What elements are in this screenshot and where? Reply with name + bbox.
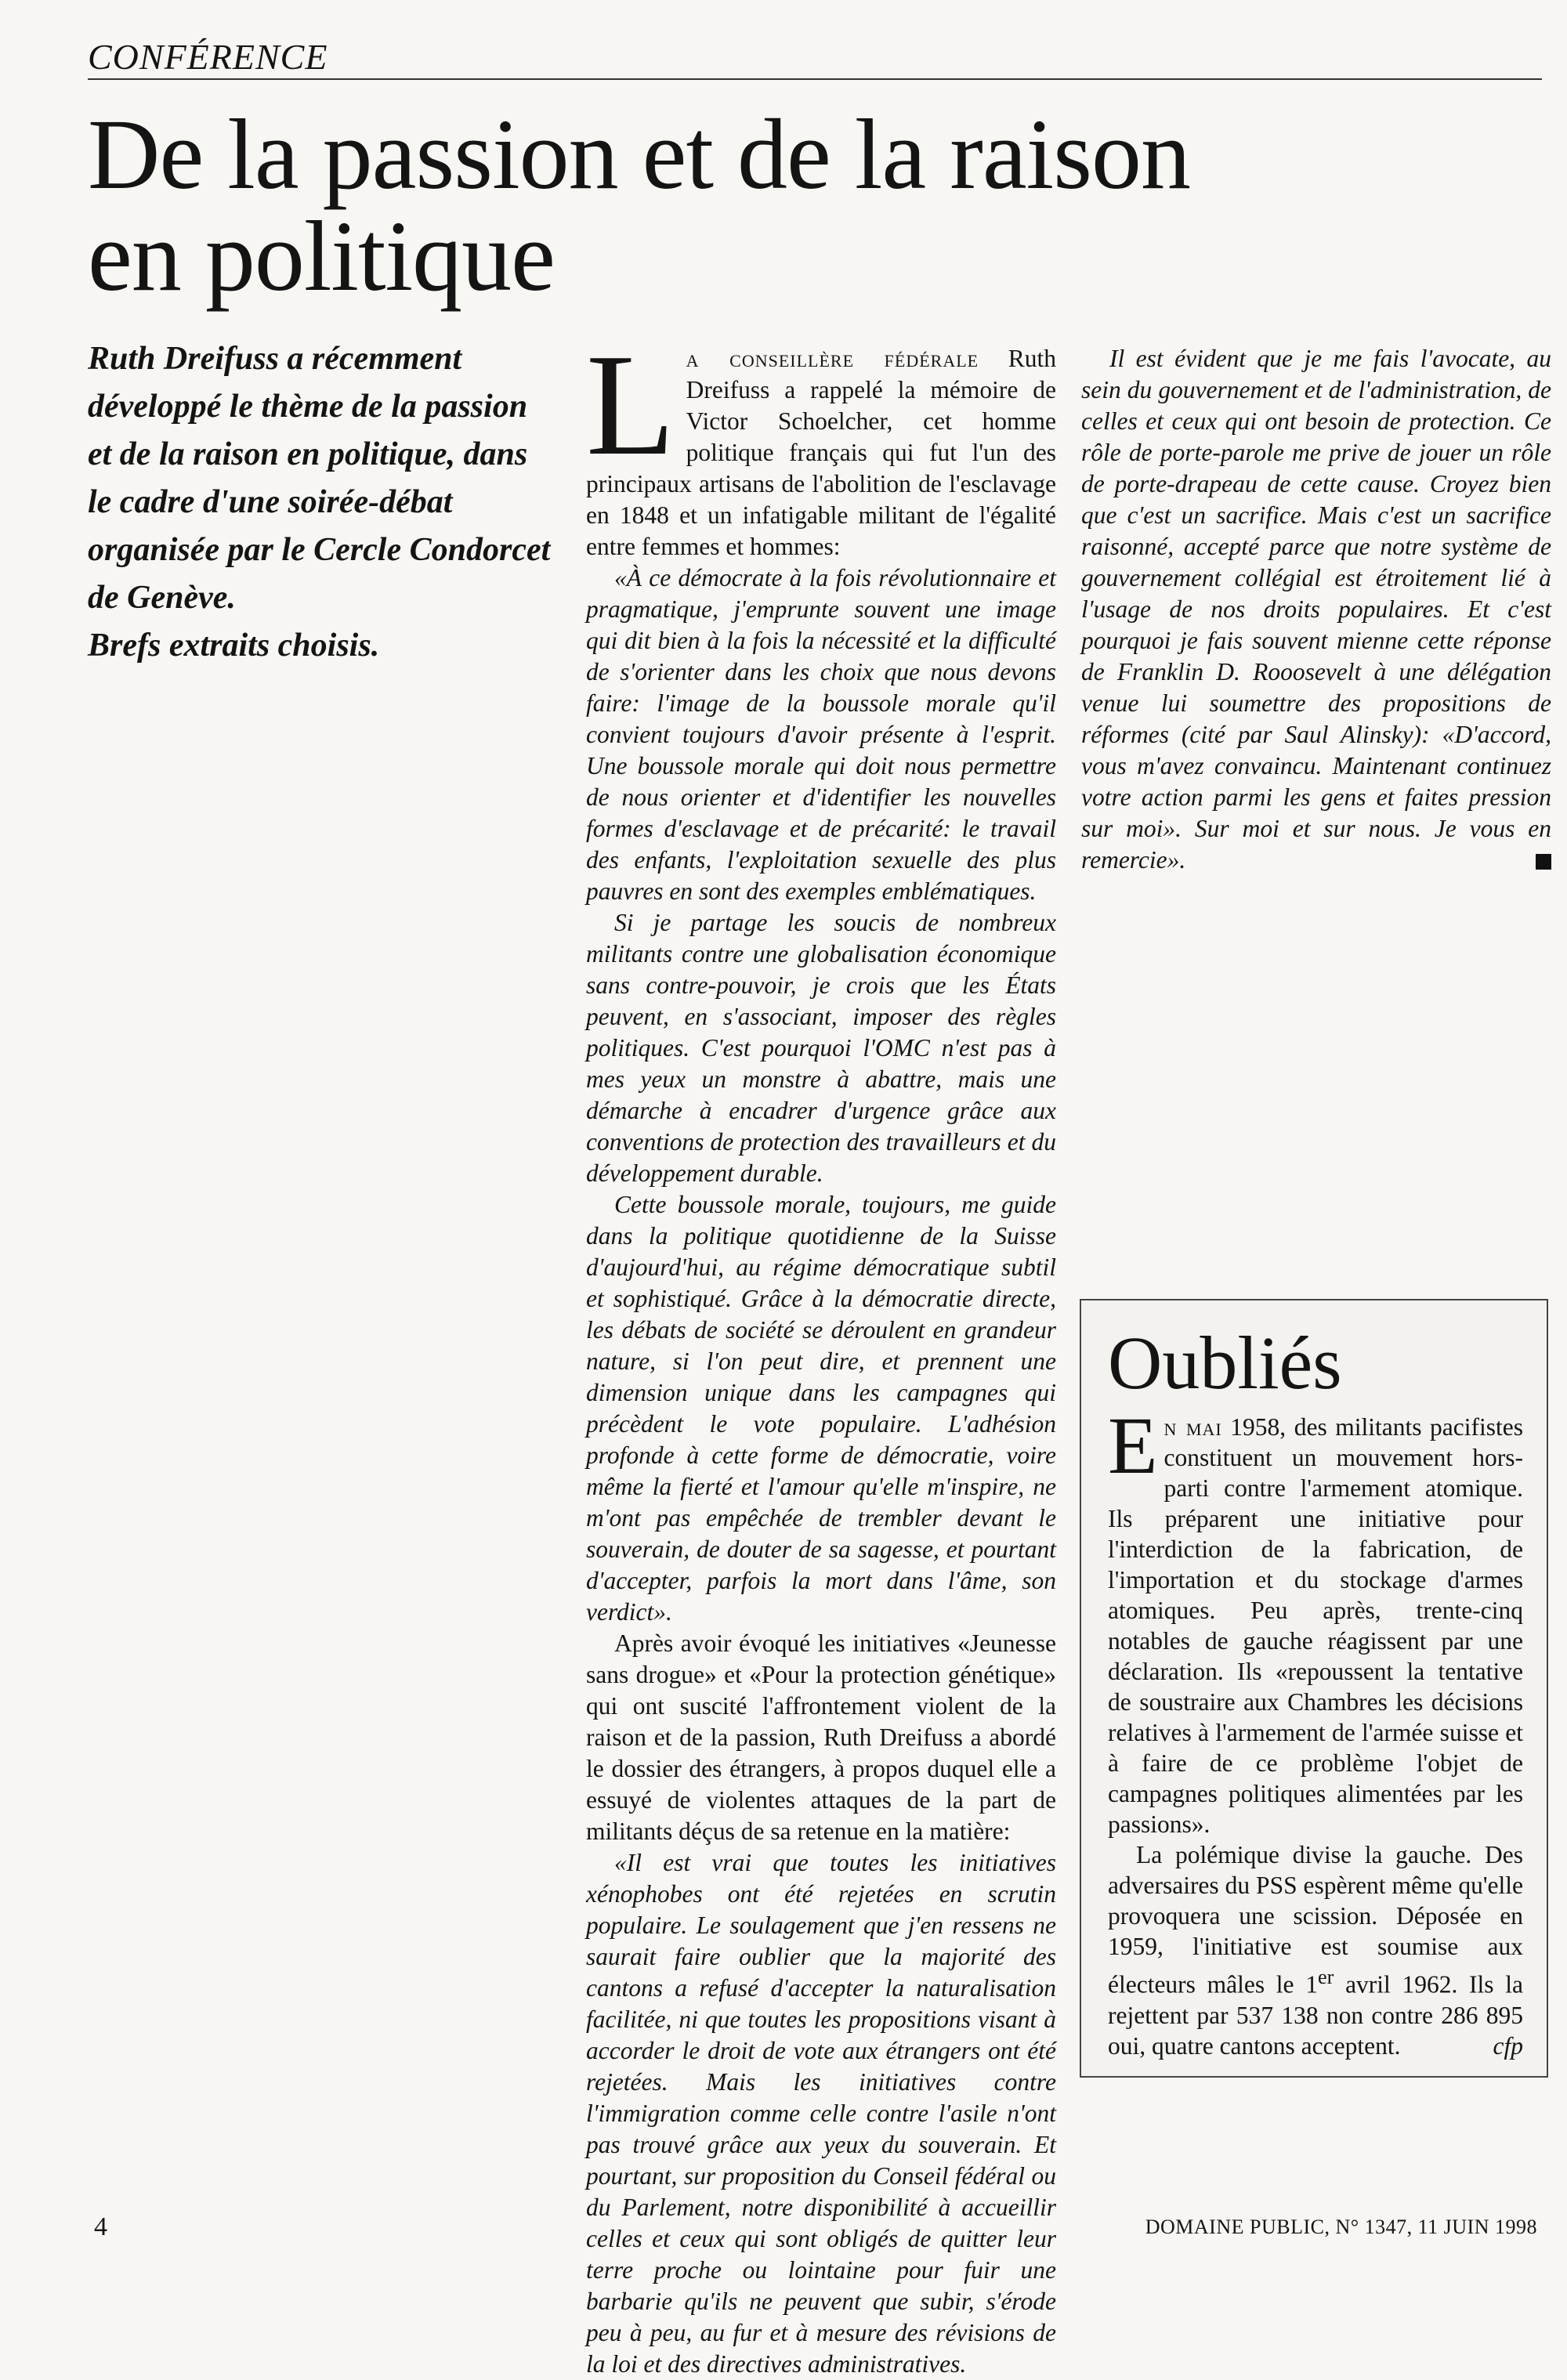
article-column-1	[586, 324, 1057, 2380]
sidebar-paragraph-2-a: La polémique divise la gauche. Des adversaires du PSS espèrent même qu'elle provoquera une scission. Déposée en 1959, l'initiative est soumise aux électeurs mâles le 1	[1108, 1841, 1523, 1998]
sidebar-signature: cfp	[1493, 2031, 1523, 2060]
sidebar-body	[1108, 1401, 1523, 2061]
sidebar-lead-smallcaps: n mai	[1163, 1413, 1222, 1441]
chapeau	[88, 335, 558, 670]
footer-source: DOMAINE PUBLIC, N° 1347, 11 JUIN 1998	[1145, 2215, 1537, 2238]
article-dropcap: L	[586, 324, 675, 486]
section-label: CONFÉRENCE	[88, 37, 328, 77]
sidebar-paragraph-2-b: avril 1962. Ils la rejettent par 537 138 non contre 286 895 oui, quatre cantons acceptent.	[1108, 1970, 1523, 2060]
sidebar-lead-text: 1958, des militants pacifistes constituent un mouvement hors-parti contre l'armement atomique. Ils préparent une initiative pour l'interdiction de la fabrication, de l'importation et du stockage d'armes atomiques. Peu après, trente-cinq notables de gauche réagissent par une déclaration. Ils «repoussent la tentative de soustraire aux Chambres les décisions relatives à l'armement de l'armée suisse et à faire de ce problème l'objet de campagnes politiques alimentées par les passions».	[1108, 1413, 1523, 1838]
article-lead-smallcaps: a conseillère fédérale	[686, 345, 979, 372]
article-lead	[586, 324, 1057, 562]
article-lead-text: Ruth Dreifuss a rappelé la mémoire de Victor Schoelcher, cet homme politique français qui fut l'un des principaux artisans de l'abolition de l'esclavage en 1848 et un infatigable militant de l'égalité entre femmes et hommes:	[586, 345, 1057, 560]
article-quote-5	[1081, 343, 1551, 876]
sidebar-paragraph-2	[1108, 1839, 1523, 2061]
article-quote-2: Si je partage les soucis de nombreux militants contre une globalisation économique sans contre-pouvoir, je crois que les États peuvent, en s'associant, imposer des règles politiques. C'est pourquoi l'OMC n'est pas à mes yeux un monstre à abattre, mais une démarche à encadrer d'urgence grâce aux conventions de protection des travailleurs et du développement durable.	[586, 909, 1056, 1187]
article-quote-3: Cette boussole morale, toujours, me guide dans la politique quotidienne de la Suisse d'aujourd'hui, au régime démocratique subtil et sophistiqué. Grâce à la démocratie directe, les débats de société se déroulent en grandeur nature, si l'on peut dire, et prennent une dimension unique dans les campagnes qui précèdent le vote populaire. L'adhésion profonde à cette forme de démocratie, voire même la fierté et l'amour qu'elle m'inspire, ne m'ont pas empêchée de trembler devant le souverain, de douter de sa sagesse, et pourtant d'accepter, parfois la mort dans l'âme, son verdict».	[586, 1191, 1056, 1626]
headline	[88, 99, 1529, 312]
sidebar-dropcap: E	[1108, 1401, 1158, 1491]
article-quote-4: «Il est vrai que toutes les initiatives xénophobes ont été rejetées en scrutin populaire. Le soulagement que j'en ressens ne saurait faire oublier que la majorité des cantons a refusé d'accepter la naturalisation facilitée, ni que toutes les propositions visant à accorder le droit de vote aux étrangers ont été rejetées. Mais les initiatives contre l'immigration comme celle contre l'asile n'ont pas trouvé grâce aux yeux du souverain. Et pourtant, sur proposition du Conseil fédéral ou du Parlement, notre disponibilité à accueillir celles et ceux qui sont obligés de quitter leur terre proche ou lointaine pour fuir une barbarie qu'ils ne peuvent que subir, s'érode peu à peu, au fur et à mesure des révisions de la loi et des directives administratives.	[586, 1849, 1056, 2378]
chapeau-text: Ruth Dreifuss a récemment développé le thème de la passion et de la raison en politique, dans le cadre d'une soirée-débat organisée par le Cercle Condorcet de Genève.	[88, 341, 551, 616]
article-column-2	[1081, 343, 1551, 876]
page-number: 4	[94, 2212, 107, 2241]
sidebar-title: Oubliés	[1108, 1321, 1342, 1405]
article-quote-1: «À ce démocrate à la fois révolutionnaire et pragmatique, j'emprunte souvent une image qui dit bien à la fois la nécessité et la difficulté de s'orienter dans les choix que nous devons faire: l'image de la boussole morale qu'il convient toujours d'avoir présente à l'esprit. Une boussole morale qui doit nous permettre de nous orienter et d'identifier les nouvelles formes d'esclavage et de précarité: le travail des enfants, l'exploitation sexuelle des plus pauvres en sont des exemples emblématiques.	[586, 564, 1056, 905]
headline-line-1: De la passion et de la raison	[88, 99, 1190, 210]
sidebar-paragraph-1	[1108, 1401, 1523, 1839]
article-quote-5-text: Il est évident que je me fais l'avocate, au sein du gouvernement et de l'administration, de celles et ceux qui ont besoin de protection. Ce rôle de porte-parole me prive de jouer un rôle de porte-drapeau de cette cause. Croyez bien que c'est un sacrifice. Mais c'est un sacrifice raisonné, accepté parce que notre système de gouvernement collégial est étroitement lié à l'usage de nos droits populaires. Et c'est pourquoi je fais souvent mienne cette réponse de Franklin D. Rooosevelt à une délégation venue lui soumettre des propositions de réformes (cité par Saul Alinsky): «D'accord, vous m'avez convaincu. Maintenant continuez votre action parmi les gens et faites pression sur moi». Sur moi et sur nous. Je vous en remercie».	[1081, 345, 1551, 874]
chapeau-note: Brefs extraits choisis.	[88, 628, 380, 664]
article-paragraph-2: Après avoir évoqué les initiatives «Jeunesse sans drogue» et «Pour la protection génétique» qui ont suscité l'affrontement violent de la raison et de la passion, Ruth Dreifuss a abordé le dossier des étrangers, à propos duquel elle a essuyé de violentes attaques de la part de militants déçus de sa retenue en la matière:	[586, 1629, 1056, 1845]
headline-line-2: en politique	[88, 201, 555, 312]
sidebar-paragraph-2-sup: er	[1317, 1966, 1334, 1988]
sidebar-box	[1080, 1299, 1548, 2078]
end-mark-icon	[1536, 854, 1551, 870]
header-rule	[88, 78, 1542, 80]
